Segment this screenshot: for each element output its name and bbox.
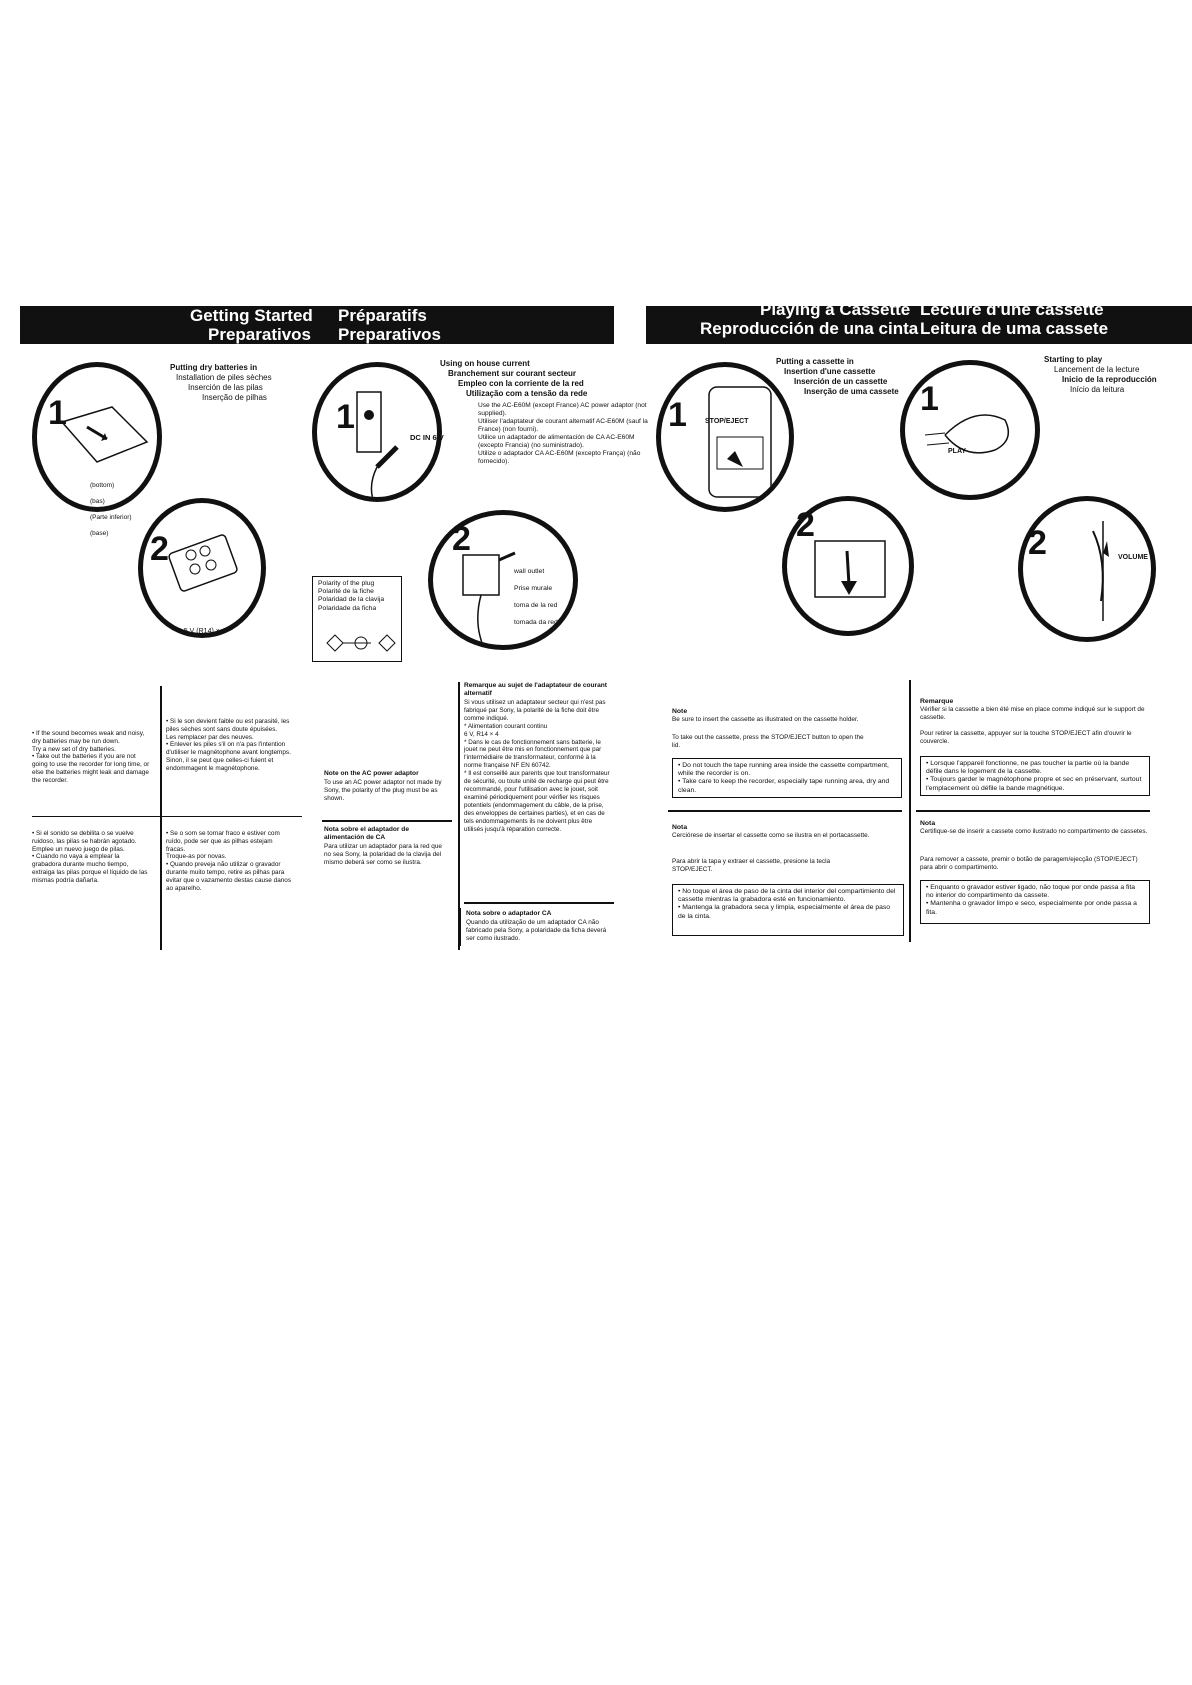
en-batt-rule <box>32 816 160 817</box>
note-en-batteries: • If the sound becomes weak and noisy, dry batteries may be run down. Try a new set of dry batteries. • Take out the batteries if you are not going to use the recorder for long time, or else the batteries might leak and damage the recorder. <box>32 730 150 784</box>
note-en-box: • Do not touch the tape running area inside the cassette compartment, while the recorder is on. • Take care to keep the recorder, especially tape running area, dry and clean. <box>672 758 902 798</box>
ac-note-rule <box>322 820 452 822</box>
play-title-es: Inicio de la reproducción <box>1062 375 1157 384</box>
cassette-step1-illustration <box>656 362 794 512</box>
house-current-title-fr: Branchement sur courant secteur <box>448 369 577 378</box>
note-pt-1: Certifique-se de inserir a cassete como ilustrado no compartimento de cassetes. <box>920 828 1148 835</box>
batteries-title-es: Inserción de las pilas <box>188 383 263 392</box>
house-current-title-es: Empleo con la corriente de la red <box>458 379 584 388</box>
note-fr-ac-title: Remarque au sujet de l'adaptateur de courant alternatif <box>464 682 608 697</box>
note-es-2: Para abrir la tapa y extraer el cassette, presione la tecla STOP/EJECT. <box>672 858 831 873</box>
volume-knob-icon <box>1023 501 1156 642</box>
play-step1-number: 1 <box>920 380 939 418</box>
wall-outlet-labels: wall outlet Prise murale toma de la red tomada da rede <box>514 568 562 626</box>
left-header-es: Preparativos <box>208 325 311 344</box>
house-current-body: Use the AC-E60M (except France) AC power adaptor (not supplied). Utiliser l'adaptateur de courant alternatif AC-E60M (sauf la France) (non fourni). Utilice un adaptador de alimentación de CA AC-E60M (excepto Francia) (no suministrado). Utilize o adaptador CA AC-E60M (excepto França) (não fornecido). <box>478 402 648 465</box>
batteries-icon <box>143 503 266 638</box>
note-fr-ac: Si vous utilisez un adaptateur secteur qui n'est pas fabriqué par Sony, la polarité de la fiche doit être comme indiqué. * Alimentation courant continu 6 V, R14 × 4 * Dans le cas de fonctionnement sans batterie, le jouet ne peut être mis en fonctionnement que par l'intermédiaire de transformateur, conformé à la norme française NF EN 60742. * Il est conseillé aux parents que tout transformateur de sécurité, ou toute unité de recharge qui peut être recommandé, pour l'utilisation avec le jouet, soit examiné périodiquement pour vérifier les risques potentiels (endommagement du câble, de la prise, des enveloppes de certaines parties), et en cas de tels endommagements ils ne doivent plus être utilisés jusqu'à réparation correcte. <box>464 699 610 833</box>
battery-step2-number: 2 <box>150 530 169 568</box>
left-notes-divider <box>160 686 162 950</box>
battery-spec: 1.5 V (R14) × 4 <box>178 628 226 635</box>
left-header-en: Getting Started <box>190 306 313 325</box>
right-notes-rule-left <box>668 810 902 812</box>
stop-eject-label: STOP/EJECT <box>705 418 749 425</box>
note-en-ac-title: Note on the AC power adaptor <box>324 770 419 777</box>
note-es-batteries: • Si el sonido se debilita o se vuelve ruidoso, las pilas se habrán agotado. Emplee un nuevo juego de pilas. • Cuando no vaya a emplear la grabadora durante mucho tiempo, extraiga las pilas porque el líquido de las mismas podría dañarla. <box>32 830 148 884</box>
note-es-title: Nota <box>672 824 688 831</box>
pt-ac-divider <box>458 908 461 946</box>
pt-ac-rule <box>464 902 614 904</box>
ac-step1-illustration <box>312 362 442 502</box>
right-header-en: Playing a Cassette <box>760 300 911 319</box>
left-header-pt: Preparativos <box>338 325 441 344</box>
play-step2-number: 2 <box>1028 524 1047 562</box>
left-header-band <box>20 306 614 344</box>
house-current-title-pt: Utilização com a tensão da rede <box>466 389 588 398</box>
house-current-title-en: Using on house current <box>440 359 530 368</box>
insert-title-fr: Insertion d'une cassette <box>784 367 876 376</box>
cassette-step2-number: 2 <box>796 506 815 544</box>
note-pt-ac-title: Nota sobre o adaptador CA <box>466 910 552 917</box>
note-pt-batteries: • Se o som se tornar fraco e estiver com ruído, pode ser que as pilhas estejam fracas. Troque-as por novas. • Quando preveja não utilizar o gravador durante muito tempo, retire as pilhas para evitar que o vazamento destas cause danos ao aparelho. <box>166 830 292 892</box>
fr-batt-rule <box>162 816 302 817</box>
note-pt-box: • Enquanto o gravador estiver ligado, não toque por onde passa a fita no interior do compartimento da cassete. • Mantenha o gravador limpo e seco, especialmente por onde passa a fita. <box>920 880 1150 924</box>
play-step2-illustration <box>1018 496 1156 642</box>
right-header-es: Reproducción de una cinta <box>700 319 919 338</box>
batteries-title-pt: Inserção de pilhas <box>202 393 267 402</box>
note-fr-title: Remarque <box>920 698 954 705</box>
polarity-icon <box>313 577 403 663</box>
cassette-lid-icon <box>661 367 794 512</box>
battery-position-labels: (bottom) (bas) (Parte inferior) (base) <box>90 482 132 537</box>
note-en-2: To take out the cassette, press the STOP/EJECT button to open the lid. <box>672 734 864 749</box>
note-en-title: Note <box>672 708 688 715</box>
battery-step1-number: 1 <box>48 394 67 432</box>
cassette-step1-number: 1 <box>668 396 687 434</box>
play-title-fr: Lancement de la lecture <box>1054 365 1140 374</box>
dc-in-label: DC IN 6 V <box>410 433 444 442</box>
note-fr-box: • Lorsque l'appareil fonctionne, ne pas toucher la partie où la bande défile dans le logement de la cassette. • Toujours garder le magnétophone propre et sec en préservant, surtout l'emplacement où défile la bande magnétique. <box>920 756 1150 796</box>
right-notes-rule-right <box>916 810 1150 812</box>
volume-label: VOLUME <box>1118 554 1148 561</box>
note-es-ac-title: Nota sobre el adaptador de alimentación de CA <box>324 826 410 841</box>
note-pt-ac: Quando da utilização de um adaptador CA não fabricado pela Sony, a polaridade da ficha deverá ser como ilustrado. <box>466 919 607 942</box>
polarity-box: Polarity of the plug Polarité de la fiche Polaridad de la clavija Polaridade da ficha <box>312 576 402 662</box>
insert-title-es: Inserción de un cassette <box>794 377 888 386</box>
right-header-fr: Lecture d'une cassette <box>920 300 1104 319</box>
ac-step1-number: 1 <box>336 398 355 436</box>
note-en-1: Be sure to insert the cassette as illustrated on the cassette holder. <box>672 716 859 723</box>
insert-title-pt: Inserção de uma cassete <box>804 387 899 396</box>
note-en-ac: To use an AC power adaptor not made by Sony, the polarity of the plug must be as shown. <box>324 779 442 802</box>
batteries-title-fr: Installation de piles sèches <box>176 373 272 382</box>
right-notes-divider <box>909 680 911 942</box>
batteries-title-en: Putting dry batteries in <box>170 363 258 372</box>
note-pt-title: Nota <box>920 820 936 827</box>
play-label: PLAY <box>948 448 967 455</box>
note-fr-2: Pour retirer la cassette, appuyer sur la touche STOP/EJECT afin d'ouvrir le couvercle. <box>920 730 1132 745</box>
note-es-ac: Para utilizar un adaptador para la red que no sea Sony, la polaridad de la clavija del mismo deberá ser como se ilustra. <box>324 843 442 866</box>
play-title-pt: Início da leitura <box>1070 385 1125 394</box>
note-es-box: • No toque el área de paso de la cinta del interior del compartimiento del cassette mientras la grabadora esté en funcionamiento. • Mantenga la grabadora seca y limpia, especialmente el área de paso de la cinta. <box>672 884 904 936</box>
note-es-1: Cerciórese de insertar el cassette como se ilustra en el portacassette. <box>672 832 870 839</box>
note-pt-2: Para remover a cassete, premir o botão de paragem/ejecção (STOP/EJECT) para abrir o compartimento. <box>920 856 1138 871</box>
right-header-pt: Leitura de uma cassete <box>920 319 1109 338</box>
left-header-fr: Préparatifs <box>338 306 427 325</box>
note-fr-batteries: • Si le son devient faible ou est parasité, les piles sèches sont sans doute épuisées. Les remplacer par des neuves. • Enlever les piles s'il on n'a pas l'intention d'utiliser le magnétophone avant longtemps. Sinon, il se peut que celles-ci fuient et endommagent le magnétophone. <box>166 718 291 772</box>
insert-title-en: Putting a cassette in <box>776 357 854 366</box>
note-fr-1: Vérifier si la cassette a bien été mise en place comme indiqué sur le support de cassette. <box>920 706 1145 721</box>
ac-step2-number: 2 <box>452 520 471 558</box>
play-title-en: Starting to play <box>1044 355 1103 364</box>
